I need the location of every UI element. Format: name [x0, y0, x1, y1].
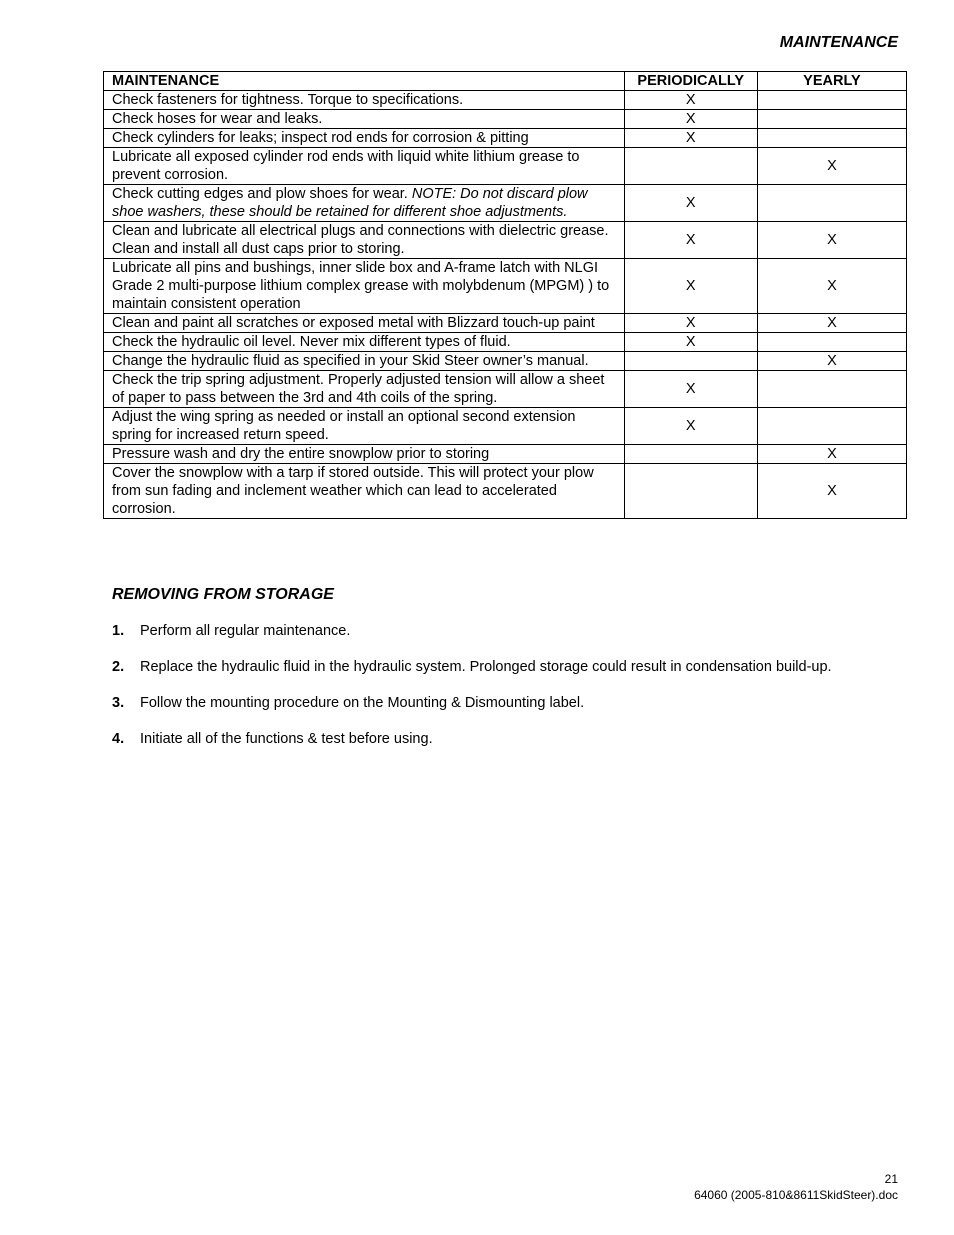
page-footer	[694, 1171, 898, 1203]
step-number: 2.	[112, 659, 125, 675]
running-header: MAINTENANCE	[779, 34, 898, 51]
periodically-cell: X	[624, 371, 757, 408]
step-text: Replace the hydraulic fluid in the hydraulic system. Prolonged storage could result in condensation build-up.	[140, 659, 832, 675]
task-cell: Check cylinders for leaks; inspect rod ends for corrosion & pitting	[104, 129, 625, 148]
storage-steps-list	[112, 622, 912, 766]
table-row	[104, 314, 907, 333]
table-row	[104, 185, 907, 222]
list-item	[112, 694, 912, 730]
task-cell: Clean and paint all scratches or exposed metal with Blizzard touch-up paint	[104, 314, 625, 333]
step-text: Follow the mounting procedure on the Mounting & Dismounting label.	[140, 695, 585, 711]
table-row	[104, 259, 907, 314]
periodically-cell: X	[624, 91, 757, 110]
task-cell	[104, 185, 625, 222]
yearly-cell: X	[757, 464, 906, 519]
yearly-cell: X	[757, 352, 906, 371]
periodically-cell: X	[624, 222, 757, 259]
periodically-cell: X	[624, 259, 757, 314]
periodically-cell: X	[624, 110, 757, 129]
table-row	[104, 464, 907, 519]
periodically-cell: X	[624, 333, 757, 352]
table-row	[104, 129, 907, 148]
periodically-cell: X	[624, 185, 757, 222]
yearly-cell	[757, 110, 906, 129]
task-cell: Pressure wash and dry the entire snowplow prior to storing	[104, 445, 625, 464]
task-cell: Check the hydraulic oil level. Never mix different types of fluid.	[104, 333, 625, 352]
table-row	[104, 333, 907, 352]
yearly-cell: X	[757, 445, 906, 464]
yearly-cell: X	[757, 222, 906, 259]
section-title-removing-from-storage: REMOVING FROM STORAGE	[112, 586, 334, 603]
periodically-cell	[624, 148, 757, 185]
step-text: Perform all regular maintenance.	[140, 623, 351, 639]
table-row	[104, 445, 907, 464]
periodically-cell	[624, 445, 757, 464]
table-row	[104, 371, 907, 408]
yearly-cell	[757, 185, 906, 222]
table-row	[104, 352, 907, 371]
list-item	[112, 730, 912, 766]
task-text: Check cutting edges and plow shoes for wear.	[112, 186, 412, 202]
yearly-cell	[757, 408, 906, 445]
task-cell: Change the hydraulic fluid as specified in your Skid Steer owner’s manual.	[104, 352, 625, 371]
table-row	[104, 222, 907, 259]
column-header-yearly: YEARLY	[757, 72, 906, 91]
table-row	[104, 148, 907, 185]
column-header-periodically: PERIODICALLY	[624, 72, 757, 91]
task-note: NOTE: Do not discard plow shoe washers, these should be retained for different shoe adjustments.	[112, 186, 588, 220]
column-header-maintenance: MAINTENANCE	[104, 72, 625, 91]
step-number: 4.	[112, 731, 125, 747]
yearly-cell: X	[757, 314, 906, 333]
step-number: 3.	[112, 695, 125, 711]
periodically-cell: X	[624, 408, 757, 445]
list-item	[112, 622, 912, 658]
list-item	[112, 658, 912, 694]
page-number: 21	[884, 1172, 898, 1186]
periodically-cell: X	[624, 129, 757, 148]
task-cell: Lubricate all exposed cylinder rod ends with liquid white lithium grease to prevent corrosion.	[104, 148, 625, 185]
yearly-cell	[757, 371, 906, 408]
periodically-cell: X	[624, 314, 757, 333]
task-cell: Check the trip spring adjustment. Properly adjusted tension will allow a sheet of paper to pass between the 3rd and 4th coils of the spring.	[104, 371, 625, 408]
table-row	[104, 408, 907, 445]
step-number: 1.	[112, 623, 125, 639]
table-header-row	[104, 72, 907, 91]
table-row	[104, 110, 907, 129]
yearly-cell: X	[757, 259, 906, 314]
yearly-cell	[757, 333, 906, 352]
task-cell: Check hoses for wear and leaks.	[104, 110, 625, 129]
maintenance-table	[103, 71, 907, 519]
task-cell: Adjust the wing spring as needed or install an optional second extension spring for increased return speed.	[104, 408, 625, 445]
table-row	[104, 91, 907, 110]
task-cell: Cover the snowplow with a tarp if stored outside. This will protect your plow from sun fading and inclement weather which can lead to accelerated corrosion.	[104, 464, 625, 519]
periodically-cell	[624, 464, 757, 519]
yearly-cell	[757, 129, 906, 148]
task-cell: Clean and lubricate all electrical plugs and connections with dielectric grease. Clean and install all dust caps prior to storing.	[104, 222, 625, 259]
document-filename: 64060 (2005-810&8611SkidSteer).doc	[694, 1188, 898, 1202]
periodically-cell	[624, 352, 757, 371]
task-cell: Lubricate all pins and bushings, inner slide box and A-frame latch with NLGI Grade 2 multi-purpose lithium complex grease with molybdenum (MPGM) ) to maintain consistent operation	[104, 259, 625, 314]
yearly-cell: X	[757, 148, 906, 185]
step-text: Initiate all of the functions & test before using.	[140, 731, 433, 747]
yearly-cell	[757, 91, 906, 110]
task-cell: Check fasteners for tightness. Torque to specifications.	[104, 91, 625, 110]
